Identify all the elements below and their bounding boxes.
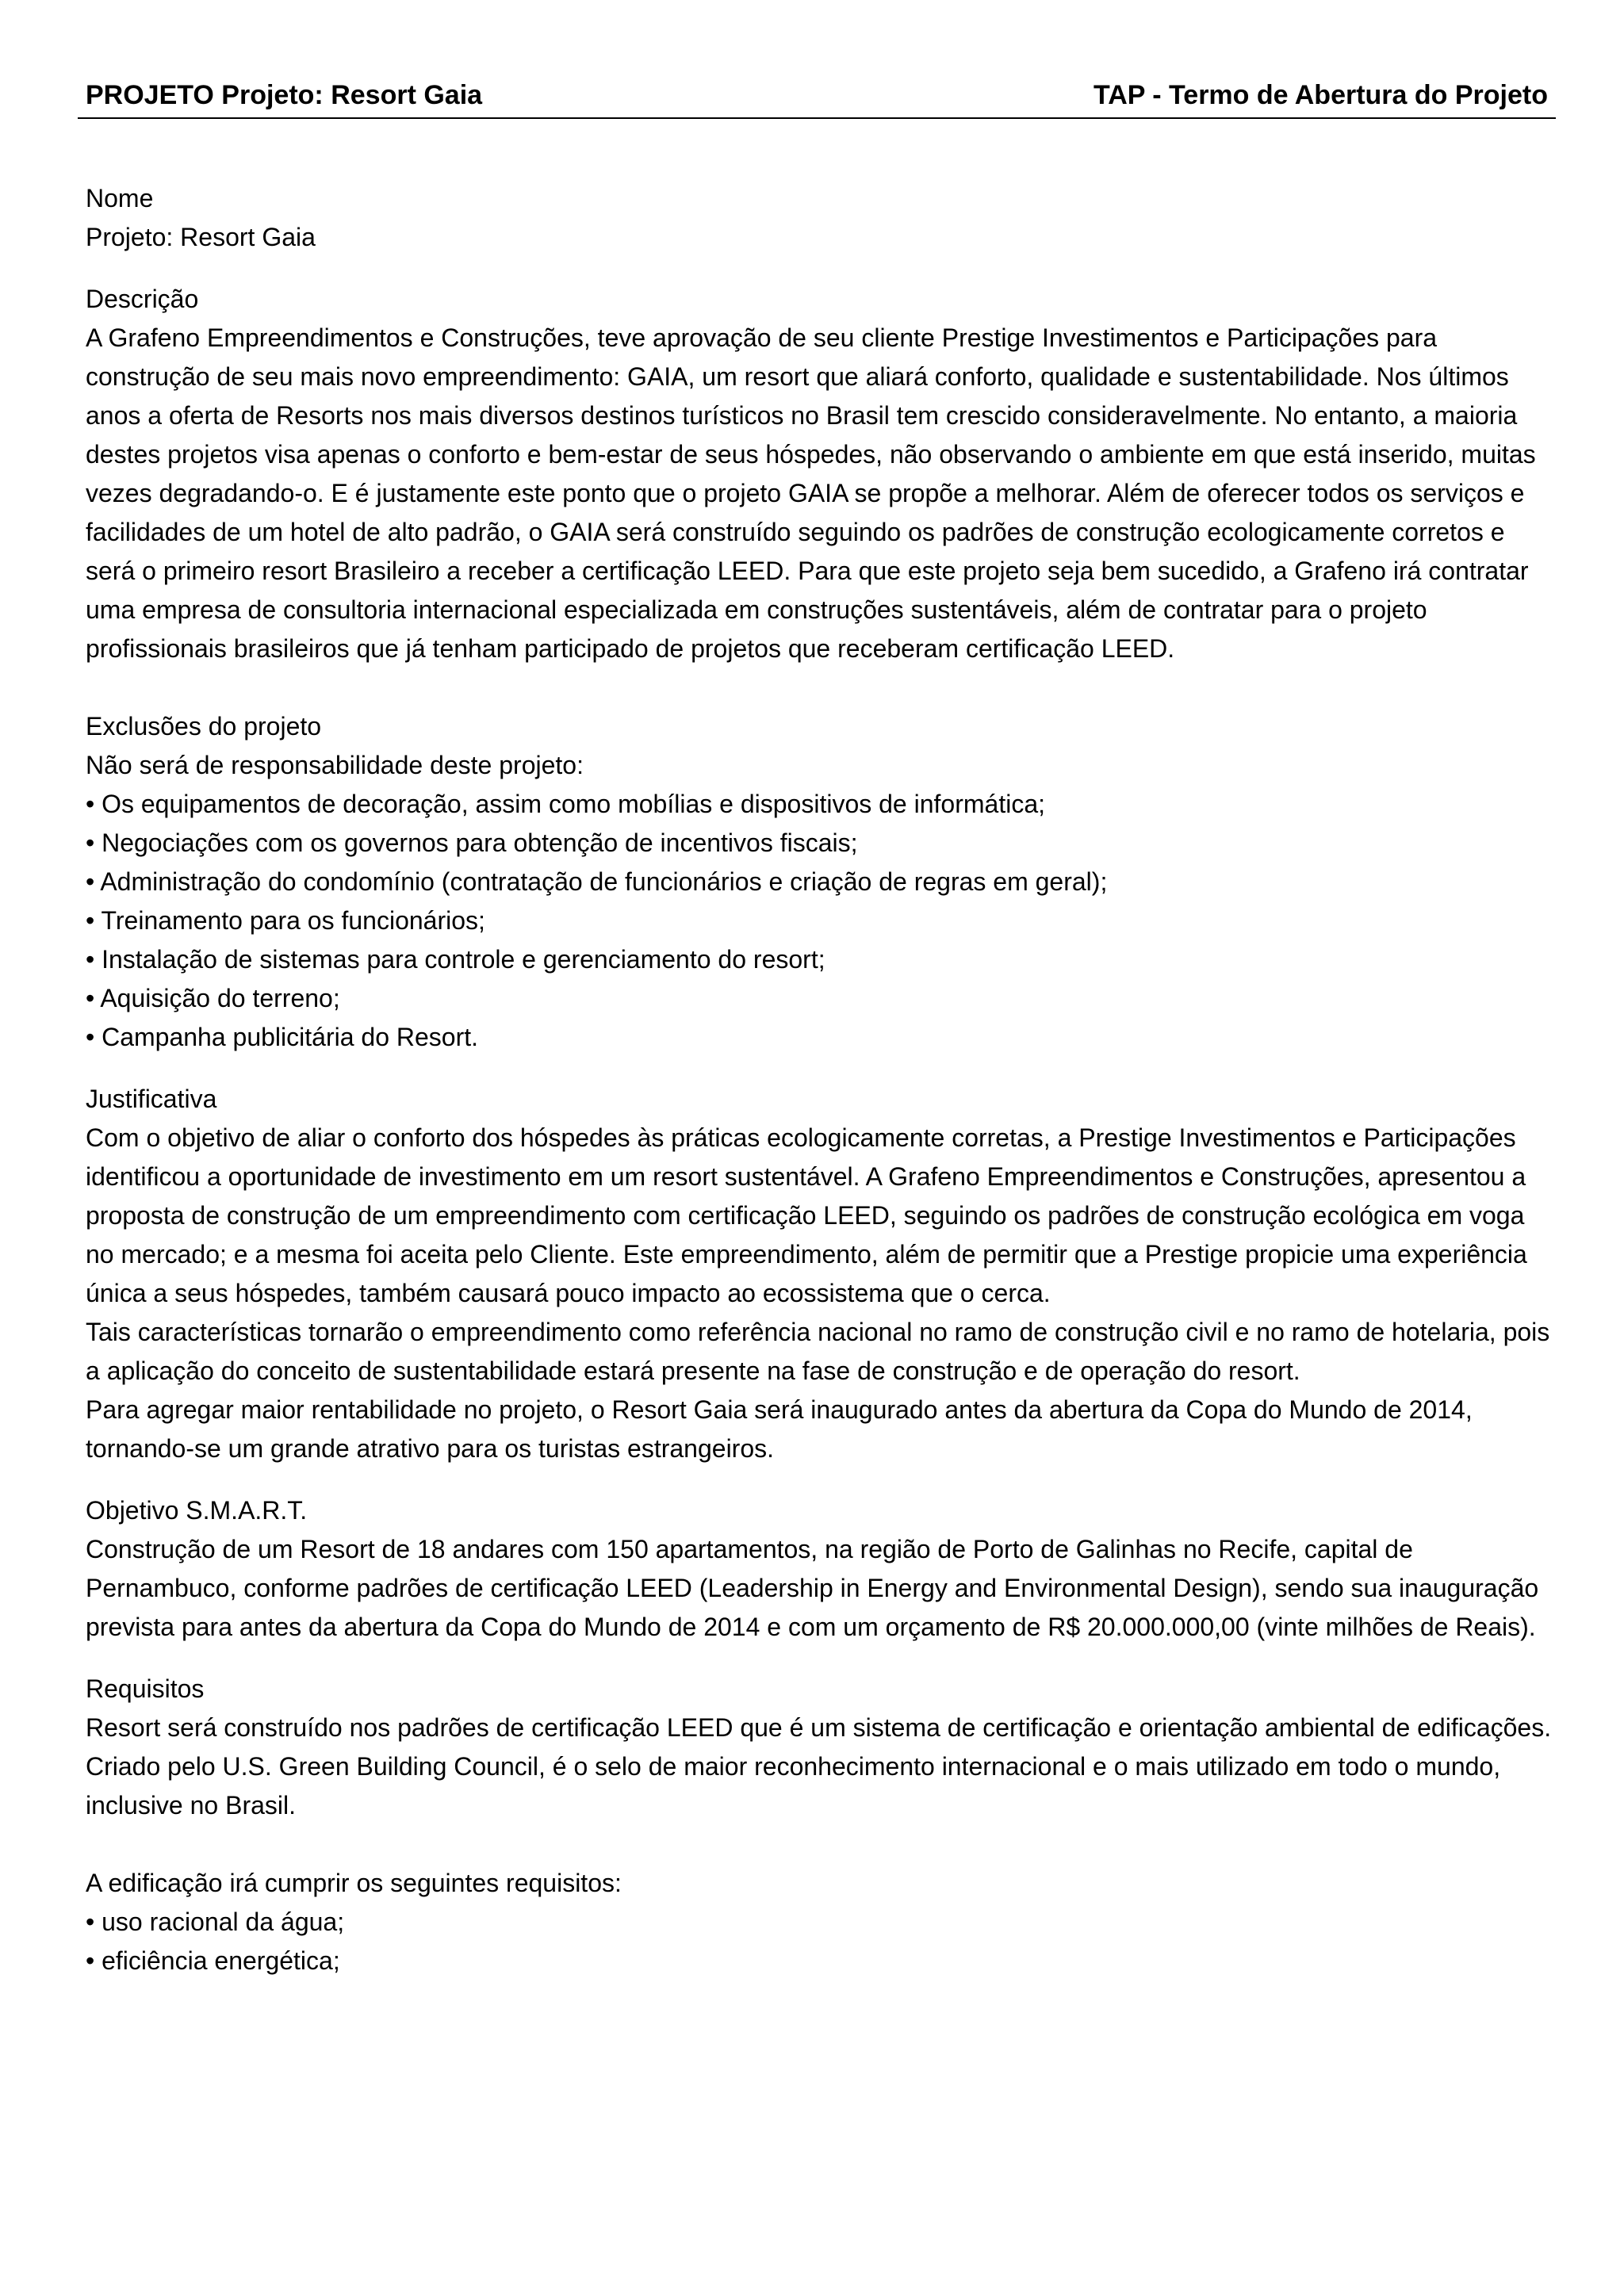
list-item	[86, 824, 1553, 863]
header-document-type: TAP - Termo de Abertura do Projeto	[1093, 80, 1548, 110]
bullet-icon: •	[86, 984, 95, 1012]
list-item-text: Os equipamentos de decoração, assim como mobílias e dispositivos de informática;	[102, 790, 1045, 818]
descricao-text: A Grafeno Empreendimentos e Construções, teve aprovação de seu cliente Prestige Investimentos e Participações para construção de seu mais novo empreendimento: GAIA, um resort que aliará conforto, qualidade e sustentabilidade. Nos últimos anos a oferta de Resorts nos mais diversos destinos turísticos no Brasil tem crescido consideravelmente. No entanto, a maioria destes projetos visa apenas o conforto e bem-estar de seus hóspedes, não observando o ambiente em que está inserido, muitas vezes degradando-o. E é justamente este ponto que o projeto GAIA se propõe a melhorar. Além de oferecer todos os serviços e facilidades de um hotel de alto padrão, o GAIA será construído seguindo os padrões de construção ecologicamente corretos e será o primeiro resort Brasileiro a receber a certificação LEED. Para que este projeto seja bem sucedido, a Grafeno irá contratar uma empresa de consultoria internacional especializada em construções sustentáveis, além de contratar para o projeto profissionais brasileiros que já tenham participado de projetos que receberam certificação LEED.	[86, 323, 1536, 663]
section-objetivo	[86, 1491, 1553, 1647]
list-item-text: Negociações com os governos para obtenção de incentivos fiscais;	[102, 828, 858, 857]
bullet-icon: •	[86, 1908, 95, 1936]
bullet-icon: •	[86, 1946, 95, 1975]
list-item	[86, 979, 1553, 1018]
section-requisitos	[86, 1670, 1553, 1980]
section-nome	[86, 179, 1553, 257]
section-descricao	[86, 280, 1553, 668]
objetivo-label: Objetivo S.M.A.R.T.	[86, 1496, 308, 1525]
requisitos-list	[86, 1903, 1553, 1980]
list-item	[86, 863, 1553, 901]
justificativa-label: Justificativa	[86, 1085, 217, 1113]
bullet-icon: •	[86, 828, 95, 857]
list-item-text: Instalação de sistemas para controle e gerenciamento do resort;	[102, 945, 825, 974]
list-item	[86, 1942, 1553, 1980]
list-item-text: Treinamento para os funcionários;	[101, 906, 485, 935]
exclusoes-intro: Não será de responsabilidade deste projeto:	[86, 751, 584, 779]
bullet-icon: •	[86, 867, 95, 896]
bullet-icon: •	[86, 906, 95, 935]
list-item	[86, 1018, 1553, 1057]
descricao-label: Descrição	[86, 285, 199, 313]
exclusoes-label: Exclusões do projeto	[86, 712, 322, 740]
list-item-text: Aquisição do terreno;	[100, 984, 340, 1012]
list-item-text: Administração do condomínio (contratação de funcionários e criação de regras em geral);	[100, 867, 1108, 896]
list-item	[86, 1903, 1553, 1942]
justificativa-paragraph: Tais características tornarão o empreendimento como referência nacional no ramo de construção civil e no ramo de hotelaria, pois a aplicação do conceito de sustentabilidade estará presente na fase de construção e de operação do resort.	[86, 1318, 1550, 1385]
objetivo-text: Construção de um Resort de 18 andares com 150 apartamentos, na região de Porto de Galinhas no Recife, capital de Pernambuco, conforme padrões de certificação LEED (Leadership in Energy and Environmental Design), sendo sua inauguração prevista para antes da abertura da Copa do Mundo de 2014 e com um orçamento de R$ 20.000.000,00 (vinte milhões de Reais).	[86, 1535, 1539, 1641]
requisitos-intro: A edificação irá cumprir os seguintes requisitos:	[86, 1869, 622, 1897]
bullet-icon: •	[86, 945, 95, 974]
nome-label: Nome	[86, 184, 154, 212]
list-item	[86, 901, 1553, 940]
page-header	[78, 76, 1556, 119]
list-item-text: Campanha publicitária do Resort.	[102, 1023, 479, 1051]
requisitos-text: Resort será construído nos padrões de certificação LEED que é um sistema de certificação e orientação ambiental de edificações. Criado pelo U.S. Green Building Council, é o selo de maior reconhecimento internacional e o mais utilizado em todo o mundo, inclusive no Brasil.	[86, 1713, 1552, 1820]
justificativa-paragraph: Com o objetivo de aliar o conforto dos hóspedes às práticas ecologicamente corretas, a Prestige Investimentos e Participações identificou a oportunidade de investimento em um resort sustentável. A Grafeno Empreendimentos e Construções, apresentou a proposta de construção de um empreendimento com certificação LEED, seguindo os padrões de construção ecológica em voga no mercado; e a mesma foi aceita pelo Cliente. Este empreendimento, além de permitir que a Prestige propicie uma experiência única a seus hóspedes, também causará pouco impacto ao ecossistema que o cerca.	[86, 1123, 1527, 1307]
list-item	[86, 940, 1553, 979]
exclusoes-list	[86, 785, 1553, 1057]
document-body	[86, 179, 1553, 1980]
list-item-text: uso racional da água;	[102, 1908, 345, 1936]
requisitos-label: Requisitos	[86, 1674, 205, 1703]
section-justificativa	[86, 1080, 1553, 1468]
nome-value: Projeto: Resort Gaia	[86, 223, 316, 251]
section-exclusoes	[86, 707, 1553, 1057]
justificativa-paragraph: Para agregar maior rentabilidade no projeto, o Resort Gaia será inaugurado antes da abertura da Copa do Mundo de 2014, tornando-se um grande atrativo para os turistas estrangeiros.	[86, 1395, 1473, 1463]
bullet-icon: •	[86, 1023, 95, 1051]
header-project-title: PROJETO Projeto: Resort Gaia	[86, 80, 483, 110]
list-item	[86, 785, 1553, 824]
list-item-text: eficiência energética;	[102, 1946, 340, 1975]
bullet-icon: •	[86, 790, 95, 818]
